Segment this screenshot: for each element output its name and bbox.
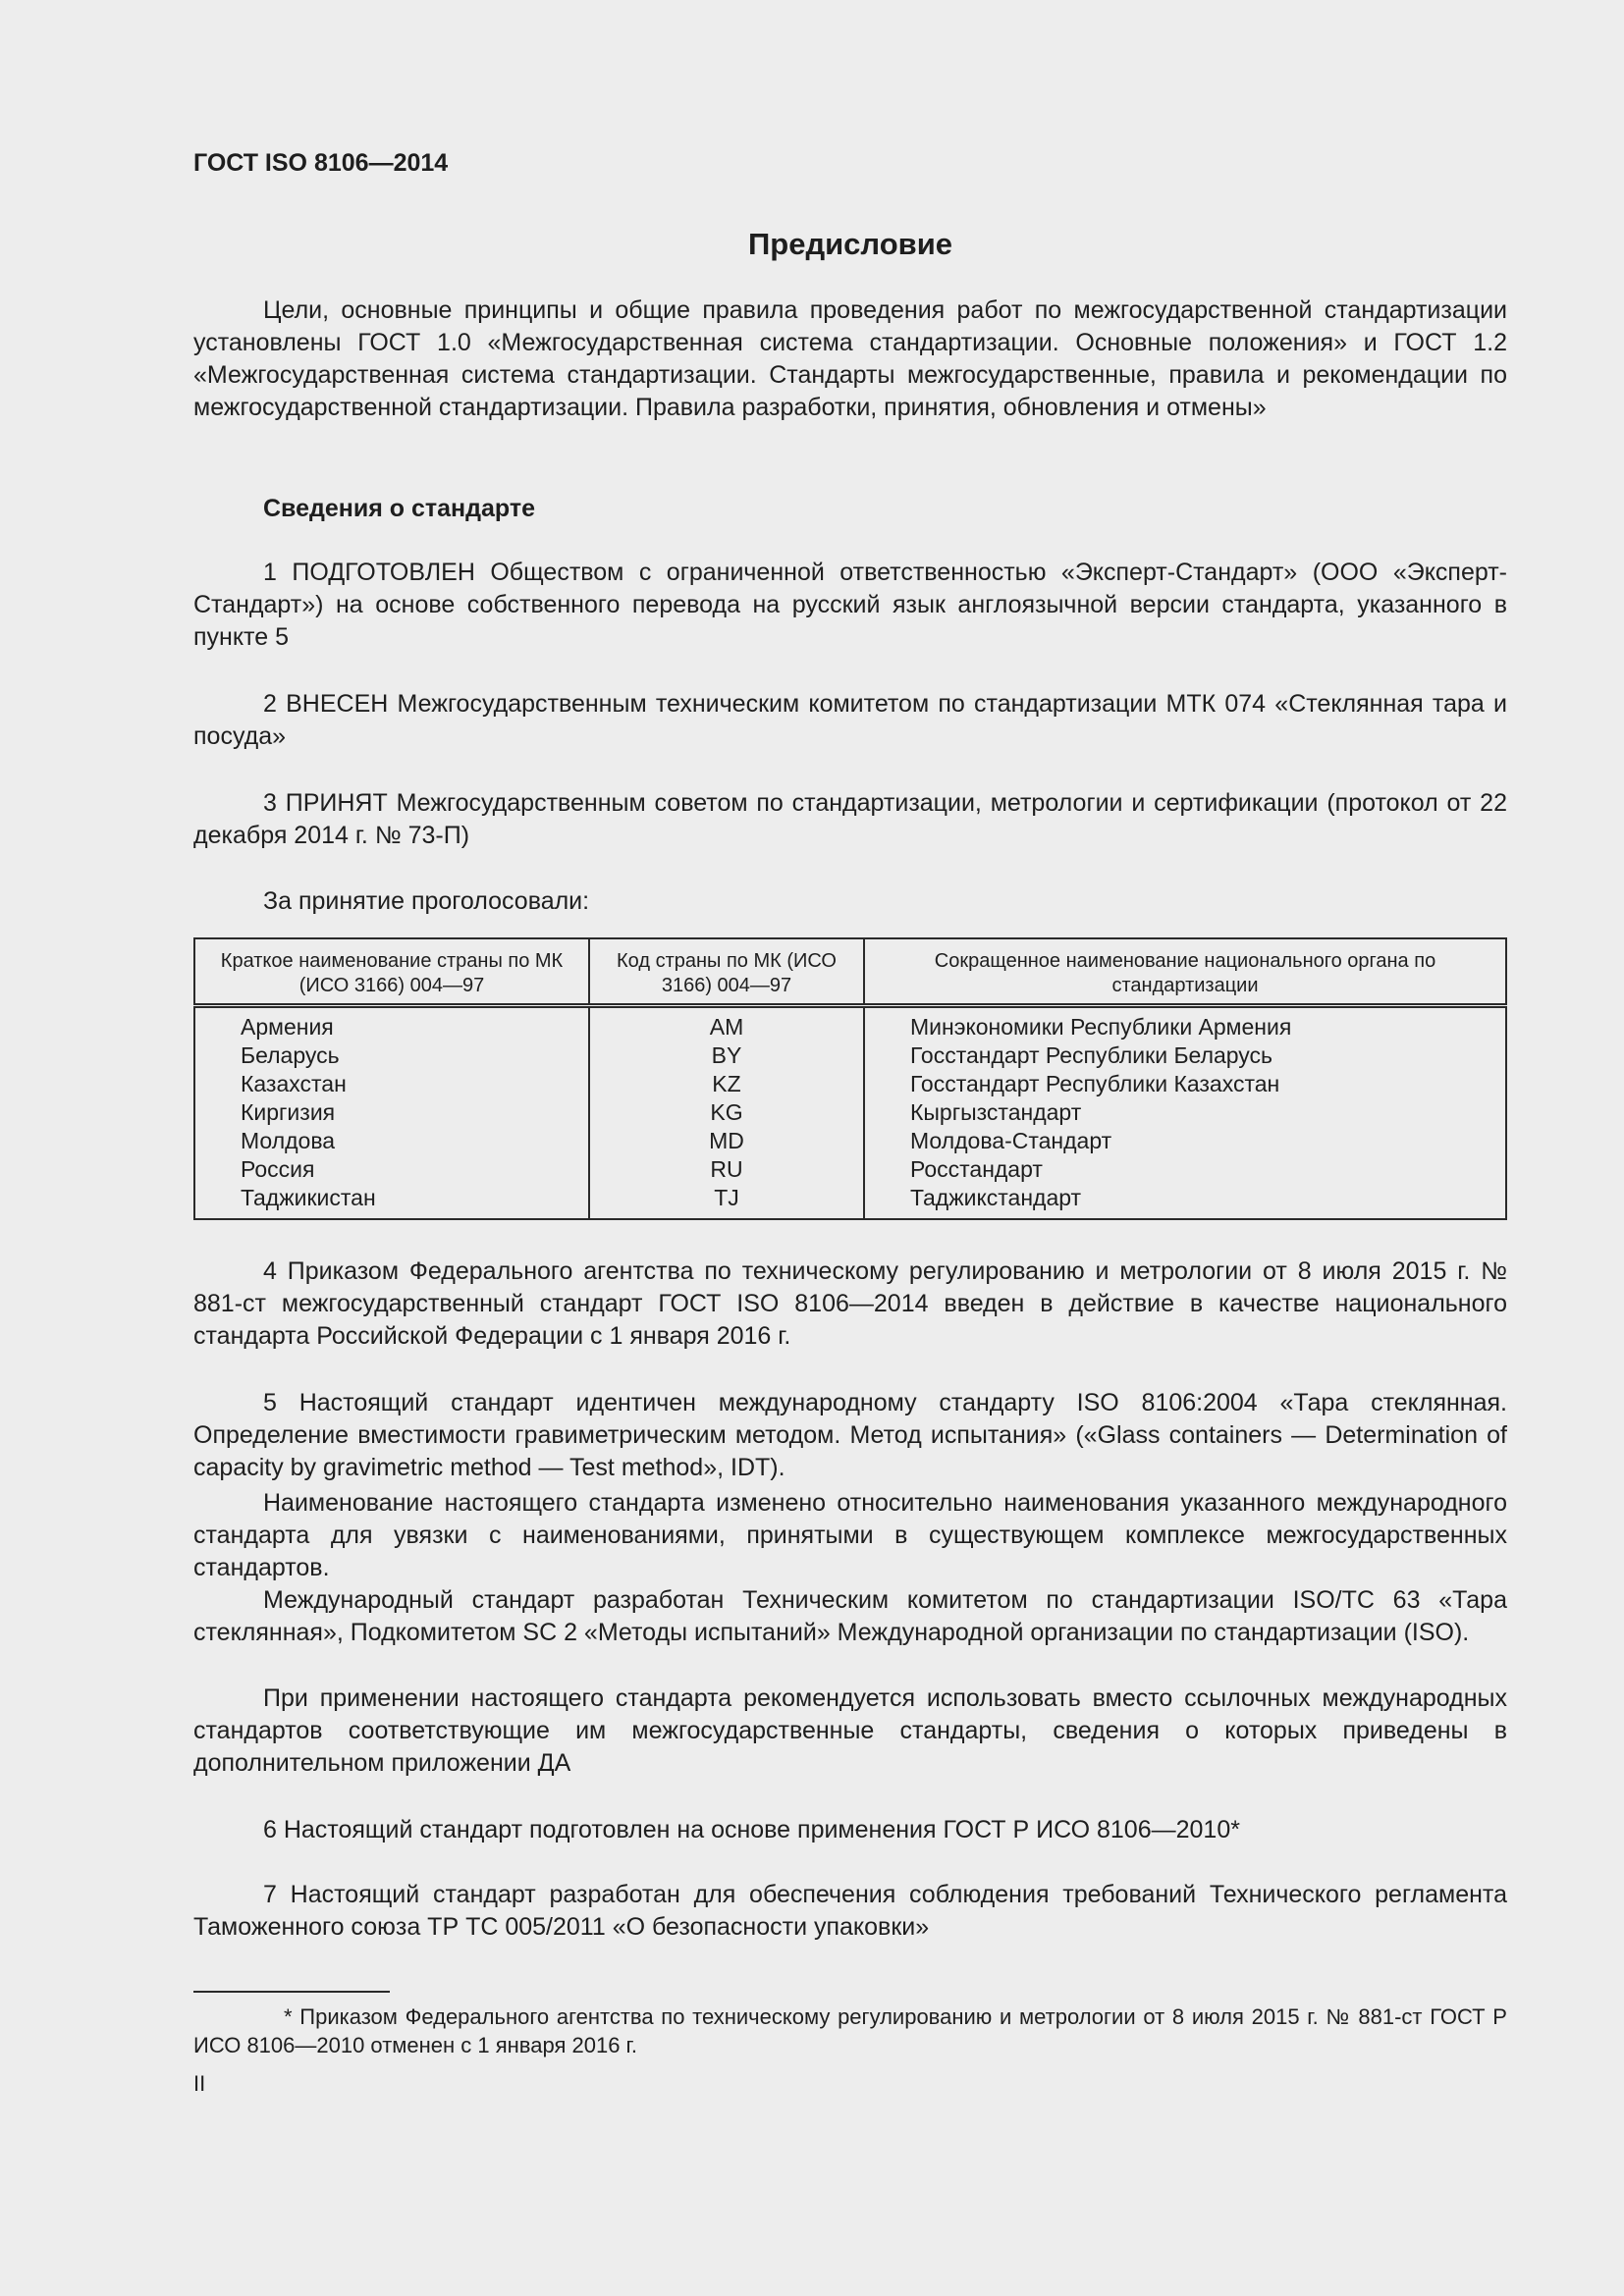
item-7-paragraph: 7 Настоящий стандарт разработан для обеспечения соблюдения требований Технического регламента Таможенного союза ТР ТС 005/2011 «О безопасности упаковки» (193, 1881, 1507, 1941)
country-name: Беларусь (241, 1042, 340, 1068)
table-header-country: Краткое наименование страны по МК (ИСО 3166) 004—97 (194, 938, 589, 1006)
page-title: Предисловие (747, 227, 952, 261)
country-code: KZ (712, 1071, 741, 1096)
page-number: II (193, 2071, 206, 2096)
code-column (589, 1006, 864, 1220)
country-code: KG (710, 1099, 743, 1125)
item-3-paragraph: 3 ПРИНЯТ Межгосударственным советом по стандартизации, метрологии и сертификации (протокол от 22 декабря 2014 г. № 73-П) (193, 789, 1507, 849)
country-code: AM (709, 1014, 744, 1040)
voted-label: За принятие проголосовали: (263, 887, 590, 915)
body-column (864, 1006, 1506, 1220)
section-heading: Сведения о стандарте (263, 495, 536, 522)
country-code: MD (709, 1128, 744, 1153)
standards-body: Кыргызстандарт (910, 1099, 1082, 1125)
country-name: Молдова (241, 1128, 336, 1153)
footnote-divider (193, 1991, 390, 1993)
standards-body: Минэкономики Республики Армения (910, 1014, 1292, 1040)
country-name: Армения (241, 1014, 334, 1040)
intro-paragraph: Цели, основные принципы и общие правила проведения работ по межгосударственной стандартизации установлены ГОСТ 1.0 «Межгосударственная система стандартизации. Основные положения» и ГОСТ 1.2 «Межгосударственная система стандартизации. Стандарты межгосударственные, правила и рекомендации по межгосударственной стандартизации. Правила разработки, принятия, обновления и отмены» (193, 296, 1507, 421)
item-4-paragraph: 4 Приказом Федерального агентства по техническому регулированию и метрологии от 8 июля 2015 г. № 881-ст межгосударственный стандарт ГОСТ ISO 8106—2014 введен в действие в качестве национального стандарта Российской Федерации с 1 января 2016 г. (193, 1257, 1507, 1350)
country-code: TJ (714, 1185, 739, 1210)
country-code: BY (711, 1042, 742, 1068)
country-name: Казахстан (241, 1071, 347, 1096)
item-5-paragraph: 5 Настоящий стандарт идентичен международному стандарту ISO 8106:2004 «Тара стеклянная. Определение вместимости гравиметрическим методом. Метод испытания» («Glass containers — Determination of capacity by gravimetric method — Test method», IDT). (193, 1389, 1507, 1481)
table-header-code: Код страны по МК (ИСО 3166) 004—97 (589, 938, 864, 1006)
country-column (194, 1006, 589, 1220)
item-5-developer-paragraph: Международный стандарт разработан Техническим комитетом по стандартизации ISO/TC 63 «Тара стеклянная», Подкомитетом SC 2 «Методы испытаний» Международной организации по стандартизации (ISO). (193, 1586, 1507, 1646)
item-1-paragraph: 1 ПОДГОТОВЛЕН Обществом с ограниченной ответственностью «Эксперт-Стандарт» (ООО «Эксперт-Стандарт») на основе собственного перевода на русский язык англоязычной версии стандарта, указанного в пункте 5 (193, 559, 1507, 651)
standards-body: Госстандарт Республики Беларусь (910, 1042, 1273, 1068)
table-row (194, 1006, 1506, 1220)
country-name: Россия (241, 1156, 315, 1182)
table-header-body: Сокращенное наименование национального органа по стандартизации (864, 938, 1506, 1006)
country-name: Киргизия (241, 1099, 336, 1125)
standards-body: Молдова-Стандарт (910, 1128, 1112, 1153)
item-2-paragraph: 2 ВНЕСЕН Межгосударственным техническим комитетом по стандартизации МТК 074 «Стеклянная тара и посуда» (193, 690, 1507, 750)
item-6-paragraph: 6 Настоящий стандарт подготовлен на основе применения ГОСТ Р ИСО 8106—2010* (263, 1816, 1240, 1843)
table-header-row (194, 938, 1506, 1006)
member-states-table (193, 937, 1507, 1220)
document-code: ГОСТ ISO 8106—2014 (193, 149, 449, 177)
country-code: RU (710, 1156, 743, 1182)
footnote: * Приказом Федерального агентства по техническому регулированию и метрологии от 8 июля 2015 г. № 881-ст ГОСТ Р ИСО 8106—2010 отменен с 1 января 2016 г. (193, 2004, 1507, 2057)
item-5-name-change-paragraph: Наименование настоящего стандарта изменено относительно наименования указанного международного стандарта для увязки с наименованиями, принятыми в существующем комплексе межгосударственных стандартов. (193, 1489, 1507, 1581)
standards-body: Таджикстандарт (910, 1185, 1082, 1210)
standards-body: Госстандарт Республики Казахстан (910, 1071, 1280, 1096)
country-name: Таджикистан (241, 1185, 376, 1210)
standards-body: Росстандарт (910, 1156, 1043, 1182)
item-5-application-paragraph: При применении настоящего стандарта рекомендуется использовать вместо ссылочных международных стандартов соответствующие им межгосударственные стандарты, сведения о которых приведены в дополнительном приложении ДА (193, 1684, 1507, 1777)
